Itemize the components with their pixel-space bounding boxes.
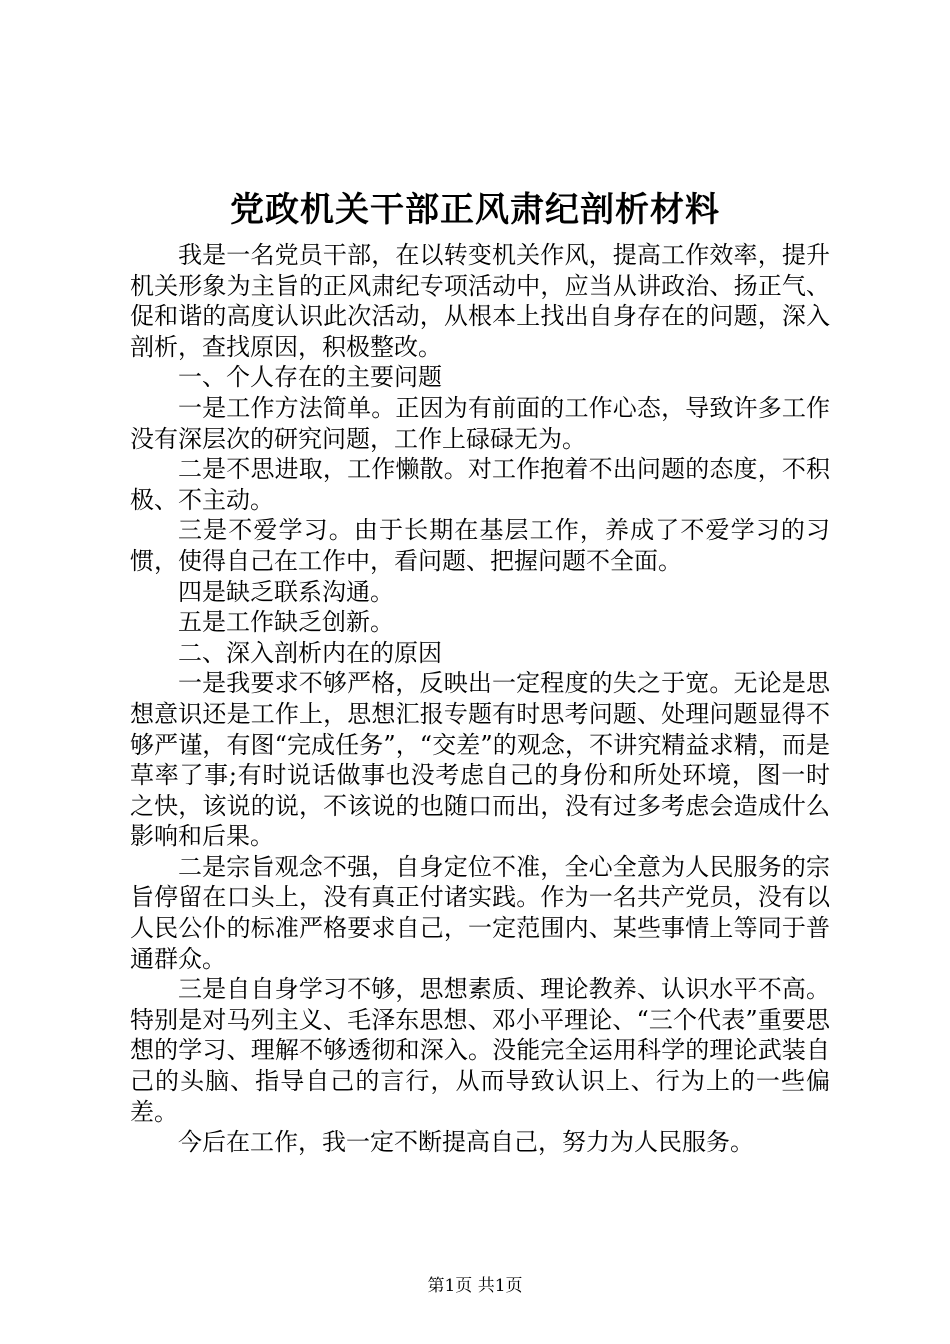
section-heading-causes: 二、深入剖析内在的原因 bbox=[178, 638, 442, 667]
cause-item-2: 二是宗旨观念不强，自身定位不准，全心全意为人民服务的宗旨停留在口头上，没有真正付诸实践。作为一名共产党员，没有以人民公仆的标准严格要求自己，一定范围内、某些事情上等同于普通群众。 bbox=[130, 852, 830, 973]
cause-item-3: 三是自自身学习不够，思想素质、理论教养、认识水平不高。特别是对马列主义、毛泽东思想、邓小平理论、“三个代表”重要思想的学习、理解不够透彻和深入。没能完全运用科学的理论武装自己的头脑、指导自己的言行，从而导致认识上、行为上的一些偏差。 bbox=[130, 975, 830, 1126]
cause-item-1: 一是我要求不够严格，反映出一定程度的失之于宽。无论是思想意识还是工作上，思想汇报专题有时思考问题、处理问题显得不够严谨，有图“完成任务”，“交差”的观念，不讲究精益求精，而是草率了事;有时说话做事也没考虑自己的身份和所处环境，图一时之快，该说的说，不该说的也随口而出，没有过多考虑会造成什么影响和后果。 bbox=[130, 669, 830, 851]
problem-item-5: 五是工作缺乏创新。 bbox=[178, 608, 394, 637]
problem-item-3: 三是不爱学习。由于长期在基层工作，养成了不爱学习的习惯，使得自己在工作中，看问题、把握问题不全面。 bbox=[130, 516, 830, 575]
intro-paragraph: 我是一名党员干部，在以转变机关作风，提高工作效率，提升机关形象为主旨的正风肃纪专项活动中，应当从讲政治、扬正气、促和谐的高度认识此次活动，从根本上找出自身存在的问题，深入剖析，查找原因，积极整改。 bbox=[130, 241, 830, 361]
page-footer: 第1页 共1页 bbox=[427, 1276, 523, 1296]
problem-item-1: 一是工作方法简单。正因为有前面的工作心态，导致许多工作没有深层次的研究问题，工作上碌碌无为。 bbox=[130, 393, 830, 453]
document-title: 党政机关干部正风肃纪剖析材料 bbox=[230, 190, 720, 230]
section-heading-problems: 一、个人存在的主要问题 bbox=[178, 363, 442, 392]
closing-paragraph: 今后在工作，我一定不断提高自己，努力为人民服务。 bbox=[178, 1128, 754, 1157]
document-body bbox=[130, 240, 830, 1158]
problem-item-4: 四是缺乏联系沟通。 bbox=[178, 577, 394, 606]
problem-item-2: 二是不思进取，工作懒散。对工作抱着不出问题的态度，不积极、不主动。 bbox=[130, 455, 830, 514]
